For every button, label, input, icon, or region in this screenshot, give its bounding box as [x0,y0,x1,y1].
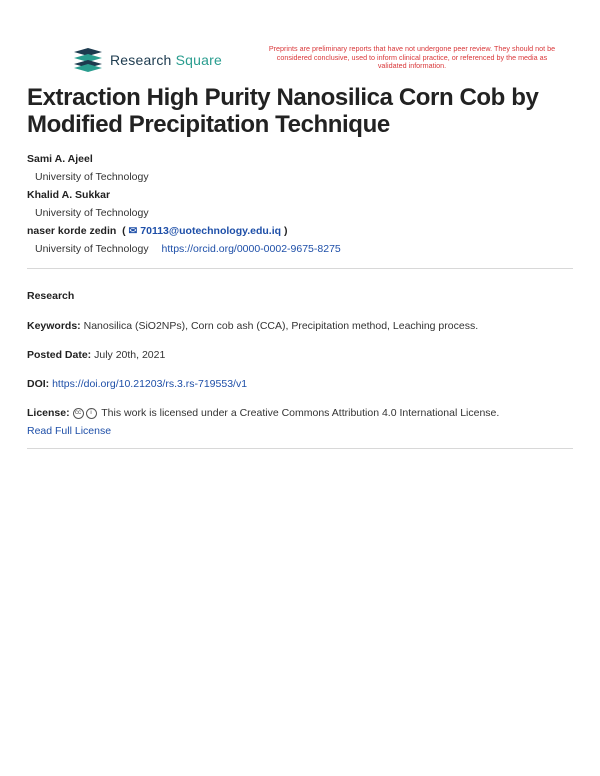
divider [27,268,573,269]
keywords-value: Nanosilica (SiO2NPs), Corn cob ash (CCA), Precipitation method, Leaching process. [83,320,479,332]
license-label: License: [27,407,70,419]
envelope-icon: ✉ [128,225,138,237]
cc-icon: cc [73,408,84,419]
author-affiliation-row [35,243,341,255]
doi-link[interactable]: https://doi.org/10.21203/rs.3.rs-719553/v1 [52,378,248,390]
paper-title: Extraction High Purity Nanosilica Corn Cob by Modified Precipitation Technique [27,84,539,138]
logo-text [110,52,222,68]
keywords-label: Keywords: [27,320,81,332]
email-paren-open: ( [119,225,126,237]
keywords-row [27,320,478,332]
author-affiliation: University of Technology [35,207,149,219]
by-icon: i [86,408,97,419]
doi-row [27,378,247,390]
posted-date-row [27,349,165,361]
research-square-logo-icon [74,48,102,72]
author-name-with-email [27,225,287,237]
license-text: This work is licensed under a Creative Commons Attribution 4.0 International License. [101,407,500,419]
email-paren-close: ) [283,225,288,237]
posted-date-value: July 20th, 2021 [94,349,166,361]
read-full-license-link[interactable]: Read Full License [27,425,112,437]
author-affiliation: University of Technology [35,243,149,255]
author-name: Khalid A. Sukkar [27,189,111,201]
author-affiliation: University of Technology [35,171,149,183]
logo-word-research: Research [110,52,172,68]
orcid-link[interactable]: https://orcid.org/0000-0002-9675-8275 [161,243,341,255]
logo-word-square: Square [175,52,222,68]
article-type: Research [27,290,75,302]
author-name: naser korde zedin [27,225,117,237]
license-row [27,407,499,419]
posted-date-label: Posted Date: [27,349,92,361]
author-email-link[interactable] [129,225,284,237]
divider [27,448,573,449]
author-name: Sami A. Ajeel [27,153,93,165]
preprint-disclaimer: Preprints are preliminary reports that have not undergone peer review. They should not be considered conclusive, used to inform clinical practice, or referenced by the media as validated information. [268,44,556,71]
research-square-logo[interactable] [74,48,222,72]
author-email: 70113@uotechnology.edu.iq [140,225,282,237]
doi-label: DOI: [27,378,50,390]
